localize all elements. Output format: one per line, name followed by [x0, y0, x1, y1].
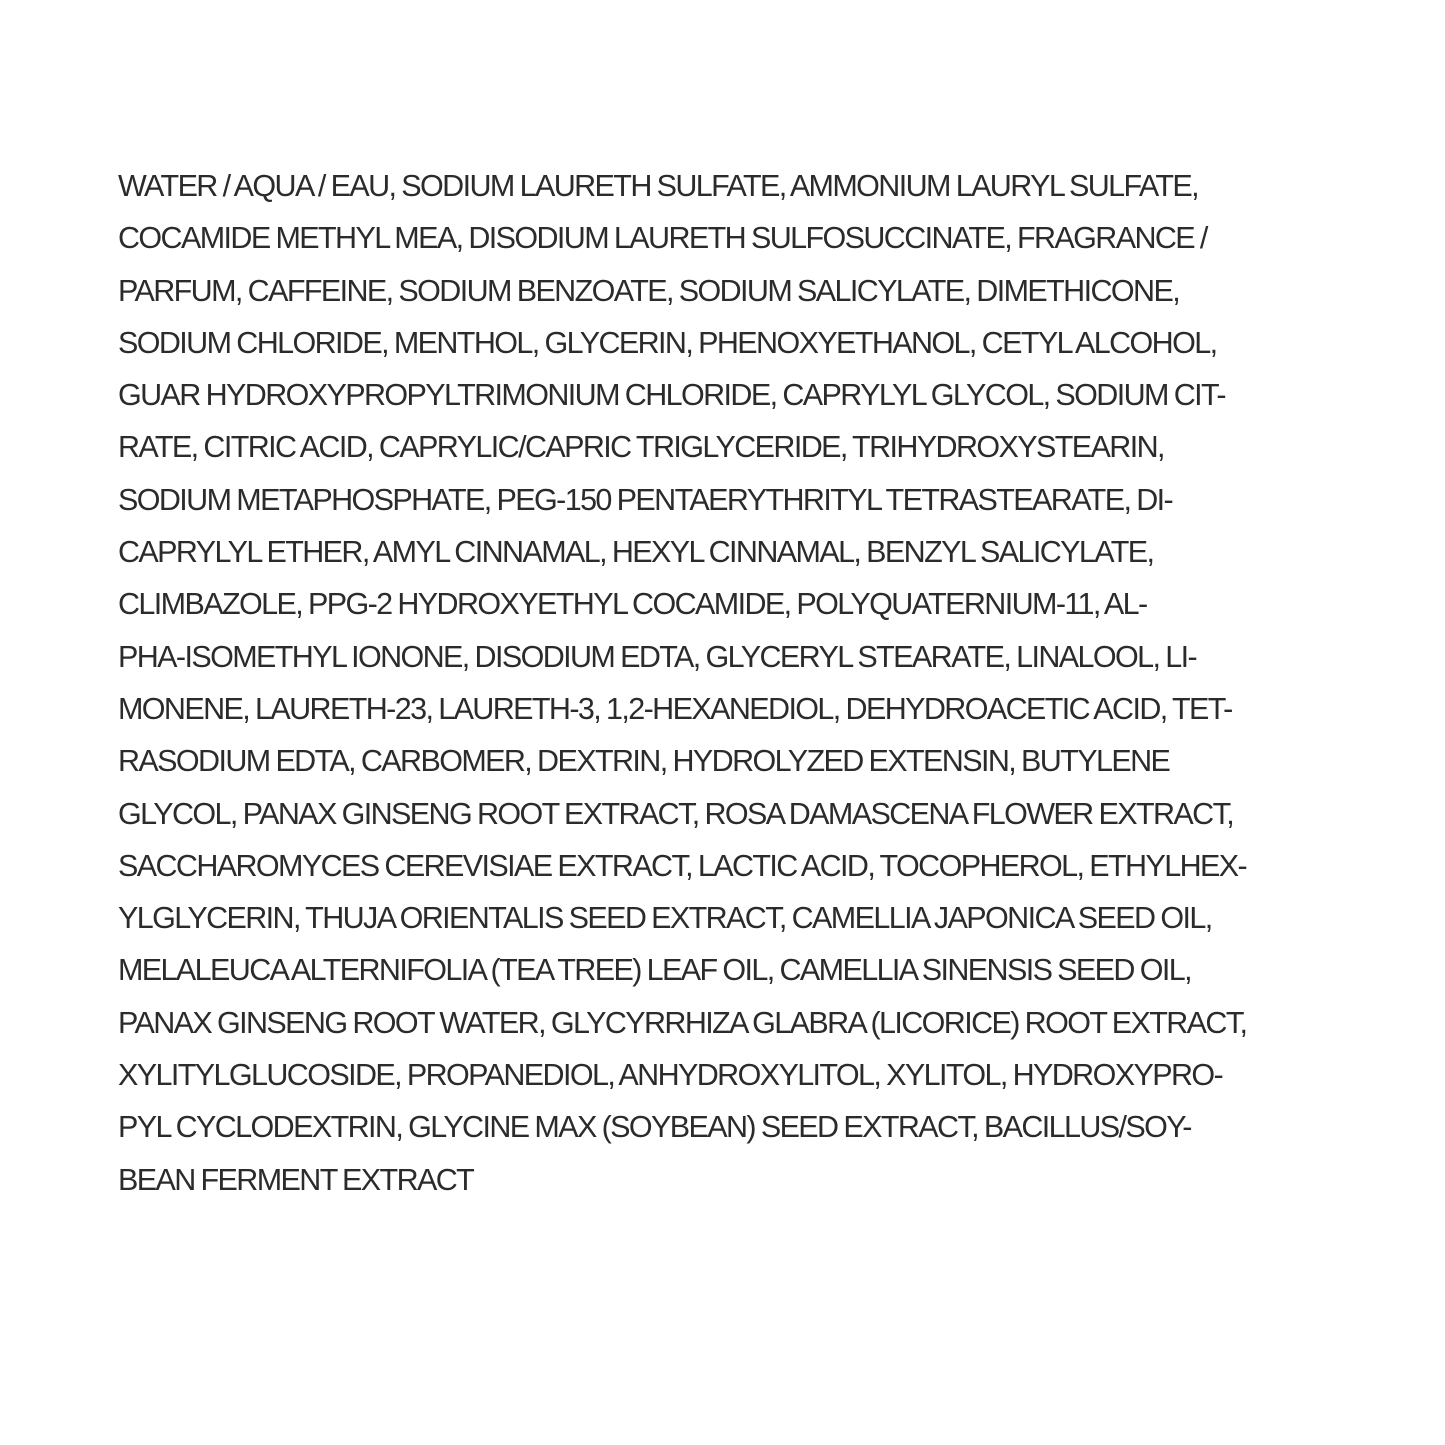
ingredients-line: PARFUM, CAFFEINE, SODIUM BENZOATE, SODIUM SALICYLATE, DIMETHICONE, — [118, 273, 1180, 308]
ingredients-line: CLIMBAZOLE, PPG-2 HYDROXYETHYL COCAMIDE, POLYQUATERNIUM-11, AL- — [118, 587, 1147, 622]
ingredients-line: SODIUM METAPHOSPHATE, PEG-150 PENTAERYTHRITYL TETRASTEARATE, DI- — [118, 482, 1173, 517]
ingredients-line: WATER / AQUA / EAU, SODIUM LAURETH SULFATE, AMMONIUM LAURYL SULFATE, — [118, 169, 1198, 203]
ingredients-line: BEAN FERMENT EXTRACT — [118, 1162, 474, 1197]
ingredients-line: YLGLYCERIN, THUJA ORIENTALIS SEED EXTRACT, CAMELLIA JAPONICA SEED OIL, — [118, 901, 1212, 936]
ingredients-line: SACCHAROMYCES CEREVISIAE EXTRACT, LACTIC ACID, TOCOPHEROL, ETHYLHEX- — [118, 848, 1247, 883]
ingredients-line: CAPRYLYL ETHER, AMYL CINNAMAL, HEXYL CINNAMAL, BENZYL SALICYLATE, — [118, 535, 1154, 570]
ingredients-line: RASODIUM EDTA, CARBOMER, DEXTRIN, HYDROLYZED EXTENSIN, BUTYLENE — [118, 744, 1170, 779]
ingredients-line: GUAR HYDROXYPROPYLTRIMONIUM CHLORIDE, CAPRYLYL GLYCOL, SODIUM CIT- — [118, 378, 1225, 413]
ingredients-line: MELALEUCA ALTERNIFOLIA (TEA TREE) LEAF OIL, CAMELLIA SINENSIS SEED OIL, — [118, 953, 1191, 988]
ingredients-line: COCAMIDE METHYL MEA, DISODIUM LAURETH SULFOSUCCINATE, FRAGRANCE / — [118, 221, 1207, 256]
ingredients-line: SODIUM CHLORIDE, MENTHOL, GLYCERIN, PHENOXYETHANOL, CETYL ALCOHOL, — [118, 325, 1217, 360]
ingredients-line: PANAX GINSENG ROOT WATER, GLYCYRRHIZA GLABRA (LICORICE) ROOT EXTRACT, — [118, 1005, 1247, 1040]
ingredients-line: MONENE, LAURETH-23, LAURETH-3, 1,2-HEXANEDIOL, DEHYDROACETIC ACID, TET- — [118, 691, 1232, 726]
ingredients-line: GLYCOL, PANAX GINSENG ROOT EXTRACT, ROSA DAMASCENA FLOWER EXTRACT, — [118, 796, 1234, 831]
ingredients-line: PYL CYCLODEXTRIN, GLYCINE MAX (SOYBEAN) SEED EXTRACT, BACILLUS/SOY- — [118, 1110, 1191, 1145]
ingredients-line: XYLITYLGLUCOSIDE, PROPANEDIOL, ANHYDROXYLITOL, XYLITOL, HYDROXYPRO- — [118, 1058, 1223, 1093]
ingredients-list — [118, 160, 1348, 1206]
ingredients-line: RATE, CITRIC ACID, CAPRYLIC/CAPRIC TRIGLYCERIDE, TRIHYDROXYSTEARIN, — [118, 430, 1164, 465]
ingredients-line: PHA-ISOMETHYL IONONE, DISODIUM EDTA, GLYCERYL STEARATE, LINALOOL, LI- — [118, 639, 1196, 674]
